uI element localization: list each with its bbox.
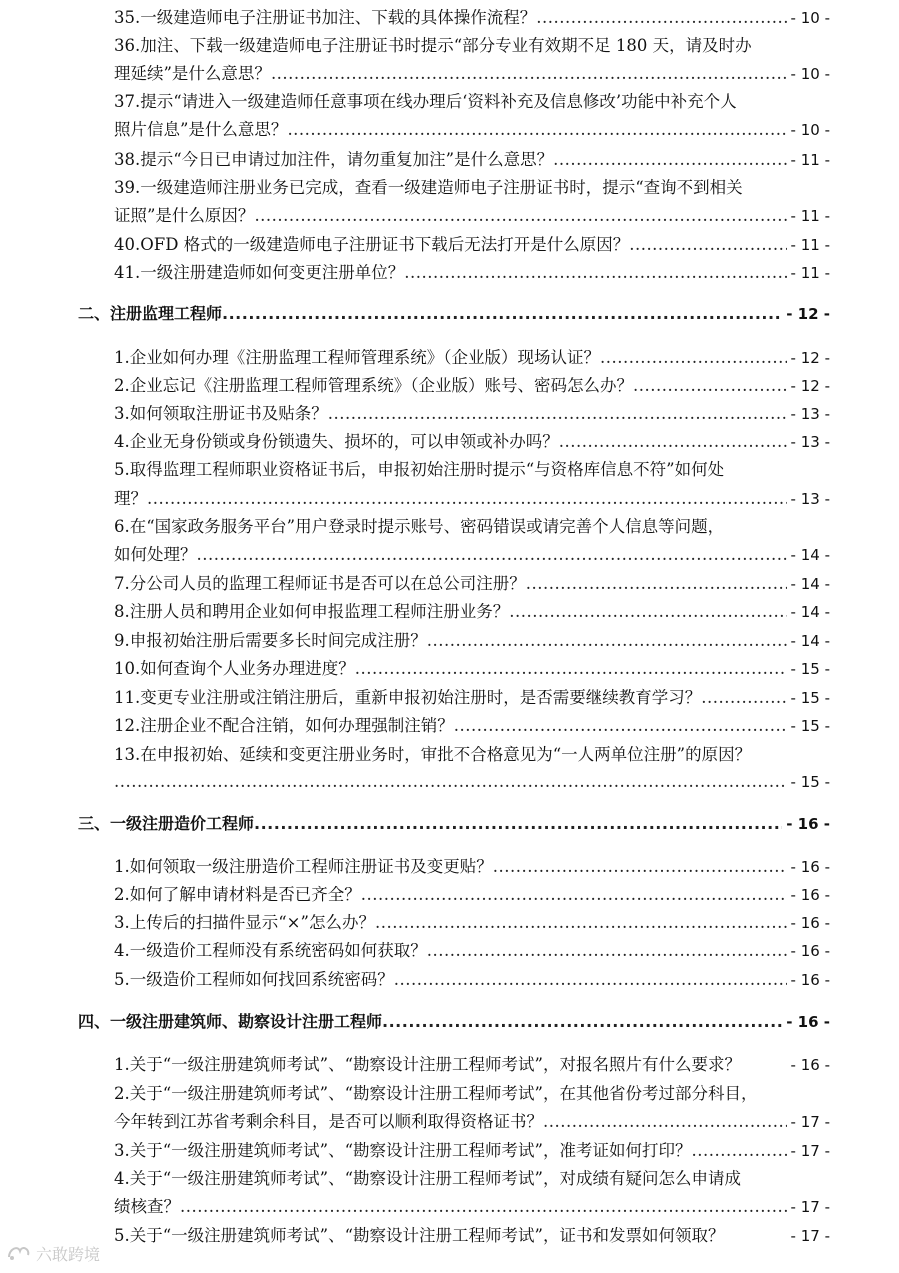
toc-entry-text: 理？: [114, 489, 147, 508]
toc-entry-text: 1.如何领取一级注册造价工程师注册证书及变更贴？: [114, 857, 493, 876]
toc-entry: [114, 231, 830, 259]
toc-leader-dots: [559, 428, 787, 456]
toc-page-number: - 11 -: [790, 151, 830, 169]
toc-section-heading: [78, 300, 830, 328]
toc-entry-text: 37.提示“请进入一级建造师任意事项在线办理后‘资料补充及信息修改’功能中补充个人: [114, 92, 737, 111]
toc-page-number: - 13 -: [790, 433, 830, 451]
toc-leader-dots: [361, 881, 787, 909]
toc-leader-dots: [328, 400, 787, 428]
toc-leader-dots: [355, 655, 787, 683]
toc-page-number: - 16 -: [790, 942, 830, 960]
toc-entry: [114, 937, 830, 965]
toc-entry: [114, 174, 830, 202]
toc-entry-text: 41.一级注册建造师如何变更注册单位？: [114, 263, 405, 282]
toc-entry-text: 1.企业如何办理《注册监理工程师管理系统》（企业版）现场认证？: [114, 348, 600, 367]
toc-entry: [114, 1193, 830, 1221]
toc-entry-text: 3.上传后的扫描件显示“×”怎么办？: [114, 913, 375, 932]
toc-page-number: - 10 -: [790, 9, 830, 27]
toc-entry: [114, 88, 830, 116]
toc-entry: [114, 684, 830, 712]
toc-page-number: - 15 -: [790, 717, 830, 735]
toc-entry: [114, 400, 830, 428]
toc-leader-dots: [536, 4, 786, 32]
toc-leader-dots: [287, 116, 786, 144]
toc-entry: [114, 1137, 830, 1165]
toc-page-number: - 14 -: [790, 546, 830, 564]
toc-leader-dots: [271, 60, 787, 88]
toc-entry-text: 10.如何查询个人业务办理进度？: [114, 659, 355, 678]
toc-entry-text: 11.变更专业注册或注销注册后，重新申报初始注册时，是否需要继续教育学习？: [114, 688, 702, 707]
toc-section-heading: [78, 1008, 830, 1036]
toc-page-number: - 12 -: [786, 305, 830, 323]
toc-leader-dots: [197, 541, 787, 569]
toc-entry: [114, 655, 830, 683]
toc-leader-dots: [493, 853, 787, 881]
toc-entry-text: 2.企业忘记《注册监理工程师管理系统》（企业版）账号、密码怎么办？: [114, 376, 633, 395]
toc-leader-dots: [254, 810, 782, 838]
toc-entry: [114, 372, 830, 400]
toc-entry-text: 4.一级造价工程师没有系统密码如何获取？: [114, 941, 427, 960]
toc-leader-dots: [701, 684, 786, 712]
toc-entry-text: 四、一级注册建筑师、勘察设计注册工程师: [78, 1012, 383, 1031]
toc-page-number: - 11 -: [790, 207, 830, 225]
toc-leader-dots: [375, 909, 787, 937]
toc-page-number: - 14 -: [790, 575, 830, 593]
toc-page-number: - 16 -: [786, 815, 830, 833]
toc-page-number: - 11 -: [790, 236, 830, 254]
toc-entry-text: 三、一级注册造价工程师: [78, 814, 255, 833]
toc-entry: [114, 966, 830, 994]
toc-page-number: - 15 -: [790, 773, 830, 791]
toc-entry-text: 二、注册监理工程师: [78, 304, 223, 323]
toc-entry-text: 5.一级造价工程师如何找回系统密码？: [114, 970, 394, 989]
toc-page-number: - 10 -: [790, 65, 830, 83]
toc-entry: [114, 1051, 830, 1079]
toc-entry: [114, 202, 830, 230]
toc-leader-dots: [382, 1008, 782, 1036]
toc-page-number: - 17 -: [790, 1113, 830, 1131]
toc-page-number: - 10 -: [790, 121, 830, 139]
toc-entry: [114, 768, 830, 796]
toc-entry-text: 39.一级建造师注册业务已完成，查看一级建造师电子注册证书时，提示“查询不到相关: [114, 178, 743, 197]
toc-entry-text: 4.关于“一级注册建筑师考试”、“勘察设计注册工程师考试”，对成绩有疑问怎么申请成: [114, 1169, 741, 1188]
toc-entry-text: 照片信息”是什么意思？: [114, 120, 288, 139]
toc-page-number: - 16 -: [790, 914, 830, 932]
toc-leader-dots: [427, 937, 787, 965]
toc-entry-text: 5.关于“一级注册建筑师考试”、“勘察设计注册工程师考试”，证书和发票如何领取？: [114, 1226, 725, 1245]
toc-page-number: - 14 -: [790, 603, 830, 621]
toc-entry-text: 35.一级建造师电子注册证书加注、下载的具体操作流程？: [114, 8, 537, 27]
toc-entry-text: 1.关于“一级注册建筑师考试”、“勘察设计注册工程师考试”，对报名照片有什么要求？: [114, 1055, 741, 1074]
toc-entry-text: 证照”是什么原因？: [114, 206, 255, 225]
toc-entry: [114, 1222, 830, 1250]
toc-entry: [114, 456, 830, 484]
toc-page-number: - 16 -: [790, 886, 830, 904]
toc-page-number: - 12 -: [790, 349, 830, 367]
toc-entry-text: 38.提示“今日已申请过加注件，请勿重复加注”是什么意思？: [114, 150, 554, 169]
toc-leader-dots: [427, 627, 787, 655]
toc-entry: [114, 741, 830, 769]
toc-entry: [114, 627, 830, 655]
toc-entry: [114, 1080, 830, 1108]
toc-entry: [114, 570, 830, 598]
toc-entry: [114, 712, 830, 740]
toc-page-number: - 17 -: [790, 1142, 830, 1160]
toc-entry: [114, 513, 830, 541]
toc-leader-dots: [543, 1108, 787, 1136]
toc-entry: [114, 598, 830, 626]
toc-page-number: - 16 -: [790, 858, 830, 876]
toc-page-number: - 16 -: [790, 971, 830, 989]
toc-leader-dots: [222, 300, 782, 328]
toc-entry-text: 7.分公司人员的监理工程师证书是否可以在总公司注册？: [114, 574, 526, 593]
toc-entry: [114, 485, 830, 513]
watermark: [6, 1240, 100, 1266]
toc-entry: [114, 116, 830, 144]
toc-leader-dots: [633, 372, 787, 400]
toc-entry-text: 2.如何了解申请材料是否已齐全？: [114, 885, 361, 904]
toc-entry: [114, 60, 830, 88]
toc-page-number: - 13 -: [790, 490, 830, 508]
toc-entry: [114, 541, 830, 569]
toc-entry: [114, 146, 830, 174]
toc-entry-text: 12.注册企业不配合注销，如何办理强制注销？: [114, 716, 454, 735]
toc-leader-dots: [691, 1137, 786, 1165]
toc-leader-dots: [600, 344, 787, 372]
toc-entry-text: 3.关于“一级注册建筑师考试”、“勘察设计注册工程师考试”，准考证如何打印？: [114, 1141, 692, 1160]
toc-entry-text: 3.如何领取注册证书及贴条？: [114, 404, 328, 423]
toc-leader-dots: [526, 570, 787, 598]
toc-page-number: - 15 -: [790, 689, 830, 707]
watermark-logo-icon: [6, 1243, 32, 1263]
toc-entry: [114, 428, 830, 456]
toc-entry-text: 今年转到江苏省考剩余科目，是否可以顺利取得资格证书？: [114, 1112, 543, 1131]
watermark-text: 六敢跨境: [36, 1244, 101, 1264]
toc-entry-text: 理延续”是什么意思？: [114, 64, 271, 83]
toc-entry-text: 36.加注、下载一级建造师电子注册证书时提示“部分专业有效期不足 180 天，请及时办: [114, 36, 752, 55]
toc-leader-dots: [114, 768, 787, 796]
toc-entry-text: 6.在“国家政务服务平台”用户登录时提示账号、密码错误或请完善个人信息等问题，: [114, 517, 725, 536]
toc-entry: [114, 1165, 830, 1193]
toc-entry-text: 8.注册人员和聘用企业如何申报监理工程师注册业务？: [114, 602, 510, 621]
toc-entry-text: 绩核查？: [114, 1197, 180, 1216]
toc-section-heading: [78, 810, 830, 838]
toc-entry: [114, 4, 830, 32]
toc-page-number: - 13 -: [790, 405, 830, 423]
toc-page-number: - 17 -: [790, 1227, 830, 1245]
toc-entry-text: 4.企业无身份锁或身份锁遗失、损坏的，可以申领或补办吗？: [114, 432, 559, 451]
toc-leader-dots: [147, 485, 787, 513]
toc-page-number: - 15 -: [790, 660, 830, 678]
toc-leader-dots: [254, 202, 786, 230]
toc-leader-dots: [454, 712, 787, 740]
toc-leader-dots: [394, 966, 787, 994]
toc-leader-dots: [629, 231, 786, 259]
toc-page-number: - 12 -: [790, 377, 830, 395]
toc-entry: [114, 32, 830, 60]
toc-page-number: - 14 -: [790, 632, 830, 650]
toc-entry: [114, 1108, 830, 1136]
toc-entry-text: 5.取得监理工程师职业资格证书后，申报初始注册时提示“与资格库信息不符”如何处: [114, 460, 725, 479]
toc-page-number: - 16 -: [786, 1013, 830, 1031]
toc-page-number: - 11 -: [790, 264, 830, 282]
toc-entry-text: 如何处理？: [114, 545, 197, 564]
toc-entry: [114, 853, 830, 881]
toc-entry-text: 13.在申报初始、延续和变更注册业务时，审批不合格意见为“一人两单位注册”的原因？: [114, 745, 752, 764]
toc-page-number: - 17 -: [790, 1198, 830, 1216]
toc-leader-dots: [404, 259, 786, 287]
toc-entry: [114, 881, 830, 909]
toc-page-number: - 16 -: [790, 1056, 830, 1074]
toc-entry-text: 2.关于“一级注册建筑师考试”、“勘察设计注册工程师考试”，在其他省份考过部分科目，: [114, 1084, 758, 1103]
toc-leader-dots: [180, 1193, 787, 1221]
toc-entry-text: 9.申报初始注册后需要多长时间完成注册？: [114, 631, 427, 650]
toc-entry: [114, 259, 830, 287]
toc-leader-dots: [509, 598, 786, 626]
toc-entry: [114, 909, 830, 937]
toc-leader-dots: [553, 146, 786, 174]
toc-entry: [114, 344, 830, 372]
toc-entry-text: 40.OFD 格式的一级建造师电子注册证书下载后无法打开是什么原因？: [114, 235, 630, 254]
